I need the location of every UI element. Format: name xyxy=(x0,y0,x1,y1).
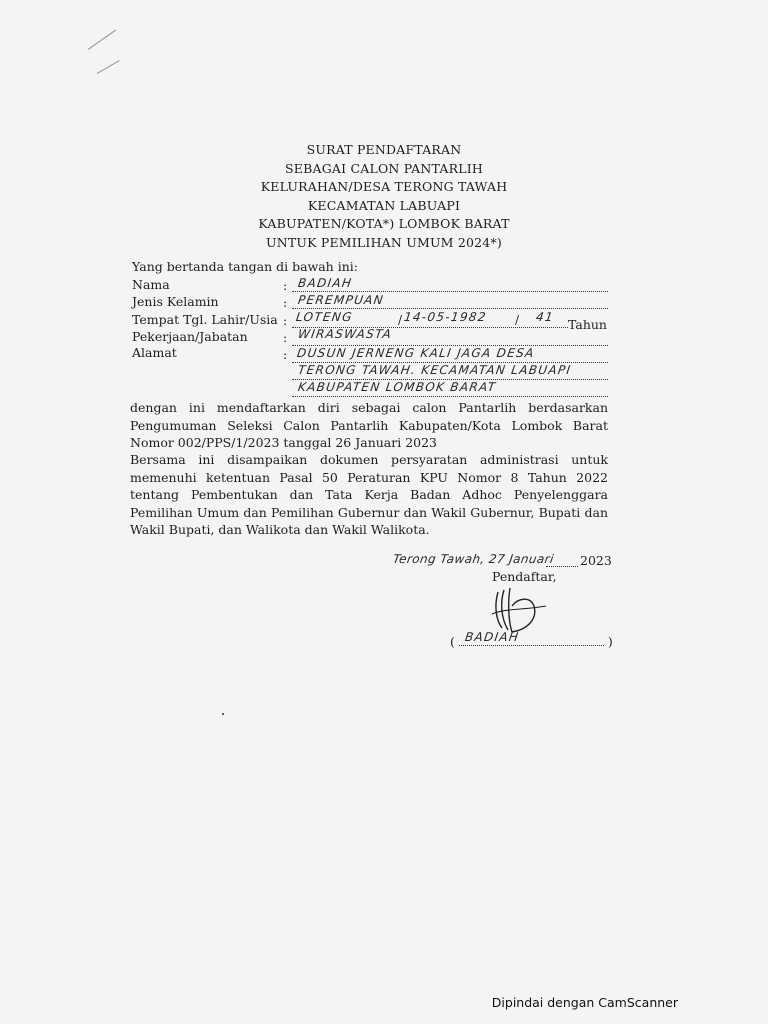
colon: : xyxy=(283,278,288,293)
separator: / xyxy=(515,313,520,327)
ttl-age-value: 41 xyxy=(535,310,555,324)
scan-artifact-line xyxy=(97,60,120,74)
nama-value: BADIAH xyxy=(297,276,354,290)
camscanner-watermark: Dipindai dengan CamScanner xyxy=(491,995,678,1010)
paragraph-registration: dengan ini mendaftarkan diri sebagai calon Pantarlih berdasarkan Pengumuman Seleksi Calon Pantarlih Kabupaten/Kota Lombok Barat Nomor 002/PPS/1/2023 tanggal 26 Januari 2023 xyxy=(130,400,608,451)
colon: : xyxy=(283,295,288,310)
title-line: KECAMATAN LABUAPI xyxy=(307,197,461,213)
signature-name: BADIAH xyxy=(463,630,521,644)
jenis-kelamin-value: PEREMPUAN xyxy=(297,293,385,307)
dotted-line xyxy=(546,566,578,567)
handwritten-signature xyxy=(486,584,556,636)
alamat-label: Alamat xyxy=(132,345,177,360)
jenis-kelamin-label: Jenis Kelamin xyxy=(132,294,219,309)
signature-name-dotted xyxy=(459,630,604,646)
nama-label: Nama xyxy=(132,277,170,292)
title-line: KELURAHAN/DESA TERONG TAWAH xyxy=(260,179,508,195)
separator: / xyxy=(398,313,403,327)
signature-year: 2023 xyxy=(580,553,612,568)
title-line: SEBAGAI CALON PANTARLIH xyxy=(285,160,483,176)
scan-artifact-line xyxy=(88,30,116,50)
ttl-label: Tempat Tgl. Lahir/Usia xyxy=(132,312,278,327)
ttl-date-value: 14-05-1982 xyxy=(403,310,488,324)
dotted-line xyxy=(292,308,608,309)
document-title xyxy=(0,141,768,253)
title-line: KABUPATEN/KOTA*) LOMBOK BARAT xyxy=(258,216,510,232)
alamat-line-3: KABUPATEN LOMBOK BARAT xyxy=(297,380,498,394)
title-line: UNTUK PEMILIHAN UMUM 2024*) xyxy=(266,234,502,250)
place-date-handwritten: Terong Tawah, 27 Januari xyxy=(392,552,555,566)
paragraph-requirements: Bersama ini disampaikan dokumen persyaratan administrasi untuk memenuhi ketentuan Pasal 50 Peraturan KPU Nomor 8 Tahun 2022 tentang Pembentukan dan Tata Kerja Badan Adhoc Penyelenggara Pemilihan Umum dan Pemilihan Gubernur dan Wakil Gubernur, Bupati dan Wakil Bupati, dan Walikota dan Wakil Walikota. xyxy=(130,452,608,538)
dotted-line xyxy=(292,396,608,397)
pekerjaan-value: WIRASWASTA xyxy=(297,327,394,341)
close-paren: ) xyxy=(607,634,613,649)
signature-name-line xyxy=(450,630,613,649)
colon: : xyxy=(283,347,288,362)
alamat-line-2: TERONG TAWAH. KECAMATAN LABUAPI xyxy=(297,363,573,377)
dotted-line xyxy=(292,291,608,292)
intro-text: Yang bertanda tangan di bawah ini: xyxy=(132,259,358,274)
pekerjaan-label: Pekerjaan/Jabatan xyxy=(132,329,248,344)
scan-speck xyxy=(222,713,224,715)
colon: : xyxy=(283,313,288,328)
alamat-line-1: DUSUN JERNENG KALI JAGA DESA xyxy=(296,346,536,360)
open-paren: ( xyxy=(450,634,455,649)
tahun-label: Tahun xyxy=(568,317,607,332)
ttl-place-value: LOTENG xyxy=(295,310,354,324)
title-line: SURAT PENDAFTARAN xyxy=(306,142,462,157)
colon: : xyxy=(283,330,288,345)
signature-role: Pendaftar, xyxy=(492,569,557,584)
